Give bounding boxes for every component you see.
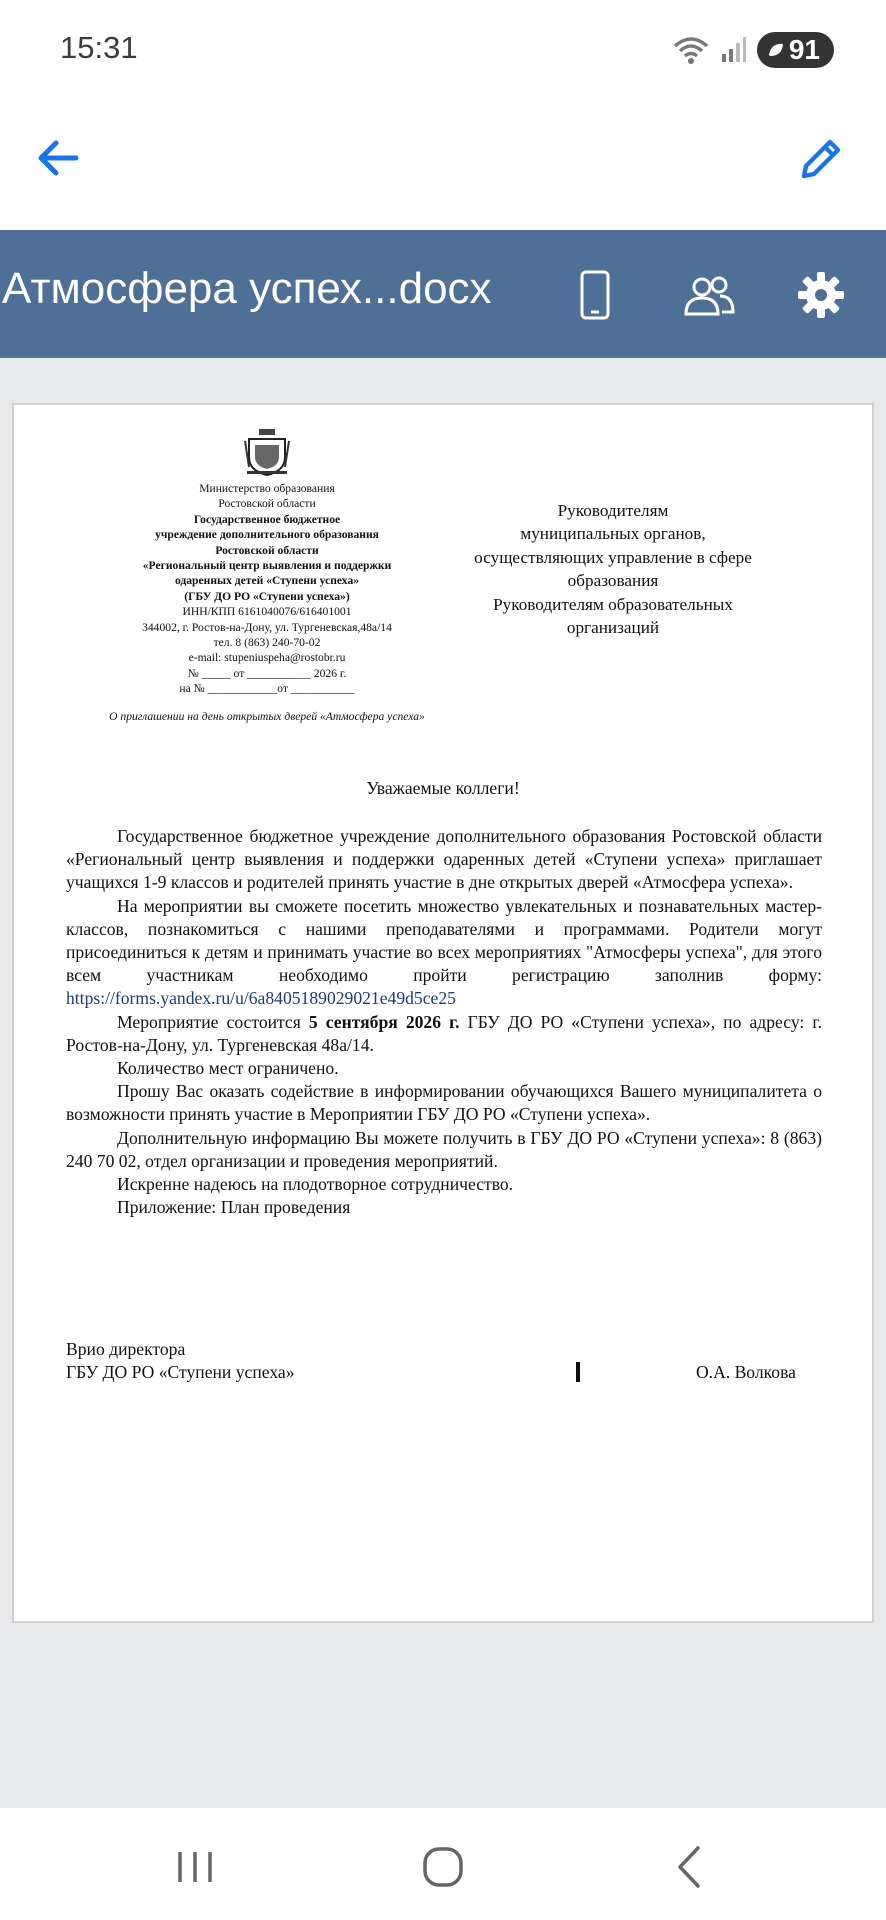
- share-people-icon[interactable]: [680, 266, 738, 324]
- signatory-org: ГБУ ДО РО «Ступени успеха»: [66, 1362, 295, 1383]
- letter-subject: О приглашении на день открытых дверей «Атмосфера успеха»: [109, 709, 425, 723]
- document-title: Атмосфера успех...docx: [2, 264, 492, 313]
- registration-form-link[interactable]: https://forms.yandex.ru/u/6a8405189029021e49d5ce25: [66, 988, 456, 1009]
- edit-pencil-icon[interactable]: [794, 130, 850, 186]
- document-page: [12, 403, 874, 1623]
- event-date: 5 сентября 2026 г.: [308, 1011, 460, 1032]
- signatory-position: Врио директора: [66, 1339, 186, 1359]
- document-title-bar: [0, 230, 886, 358]
- back-nav-icon[interactable]: [666, 1842, 716, 1892]
- body-paragraph-4: Количество мест ограничено.: [117, 1058, 339, 1079]
- battery-indicator: [757, 32, 834, 68]
- status-bar: [0, 0, 886, 100]
- body-paragraph-2-text: На мероприятии вы сможете посетить множество увлекательных и познавательных мастер-классов, познакомиться с нашими преподавателями и программами. Родители могут присоединиться к детям и принимать участие во всех мероприятиях "Атмосферы успеха", для этого всем участникам необходимо пройти регистрацию заполнив форму:: [66, 895, 822, 986]
- addressee-line: осуществляющих управление в сфере: [474, 547, 752, 567]
- letterhead-phone: тел. 8 (863) 240-70-02: [213, 636, 321, 650]
- signature-block: [66, 1338, 822, 1385]
- greeting: Уважаемые коллеги!: [366, 778, 520, 798]
- battery-level: 91: [788, 34, 820, 65]
- addressee-line: организаций: [566, 618, 660, 638]
- mobile-view-icon[interactable]: [566, 266, 624, 324]
- battery-saver-icon: [767, 41, 785, 59]
- signature-mark: [576, 1362, 580, 1382]
- letterhead-region: Ростовской области: [218, 497, 316, 511]
- letterhead-org-line-4: «Региональный центр выявления и поддержки: [142, 559, 392, 573]
- home-icon[interactable]: [418, 1842, 468, 1892]
- letterhead-address: 344002, г. Ростов-на-Дону, ул. Тургеневская,48а/14: [142, 620, 392, 634]
- body-paragraph-8: Приложение: План проведения: [117, 1197, 351, 1218]
- signatory-name: О.А. Волкова: [695, 1362, 796, 1382]
- letterhead-org-line-2: учреждение дополнительного образования: [155, 528, 379, 542]
- document-viewer[interactable]: [0, 358, 886, 1808]
- body-paragraph-3: [66, 1011, 822, 1057]
- letterhead-reply-ref: на № ____________от ___________: [179, 682, 355, 696]
- letterhead-org-line-1: Государственное бюджетное: [193, 512, 341, 526]
- body-paragraph-1: Государственное бюджетное учреждение дополнительного образования Ростовской области «Региональный центр выявления и поддержки одаренных детей «Ступени успеха» приглашает учащихся 1-9 классов и родителей принять участие в дне открытых дверей «Атмосфера успеха».: [66, 826, 822, 893]
- letterhead-ref-number: № _____ от ___________ 2026 г.: [187, 666, 347, 680]
- addressee-block: [454, 499, 772, 639]
- letterhead-org-line-5: одаренных детей «Ступени успеха»: [174, 574, 360, 588]
- addressee-line: муниципальных органов,: [520, 524, 706, 544]
- status-time: 15:31: [60, 30, 138, 65]
- body-paragraph-2: [66, 895, 822, 1011]
- recent-apps-icon[interactable]: [170, 1842, 220, 1892]
- letterhead-ministry: Министерство образования: [199, 482, 335, 495]
- back-arrow-icon[interactable]: [30, 130, 86, 186]
- wifi-icon: [671, 34, 711, 66]
- body-paragraph-6: Дополнительную информацию Вы можете получить в ГБУ ДО РО «Ступени успеха»: 8 (863) 240 70 02, отдел организации и проведения мероприятий.: [66, 1127, 822, 1171]
- coat-of-arms-emblem: [243, 427, 291, 477]
- letterhead: [106, 427, 428, 724]
- letterhead-inn: ИНН/КПП 6161040076/616401001: [182, 605, 352, 619]
- addressee-line: Руководителям: [557, 501, 669, 520]
- event-date-intro: Мероприятие состоится: [117, 1011, 309, 1032]
- letterhead-org-line-3: Ростовской области: [215, 543, 319, 557]
- app-bar: [0, 100, 886, 230]
- letter-body: [66, 825, 822, 1219]
- signal-icon: [721, 36, 747, 64]
- status-icons: [671, 32, 834, 68]
- letterhead-email: e-mail: stupeniuspeha@rostobr.ru: [188, 651, 346, 665]
- addressee-line: Руководителям образовательных: [493, 594, 733, 614]
- letterhead-org-short: (ГБУ ДО РО «Ступени успеха»): [184, 589, 350, 603]
- system-nav-bar: [0, 1808, 886, 1920]
- event-location: ГБУ ДО РО «Ступени успеха», по адресу: г. Ростов-на-Дону, ул. Тургеневская 48а/14.: [66, 1011, 822, 1055]
- body-paragraph-5: Прошу Вас оказать содействие в информировании обучающихся Вашего муниципалитета о возможности принять участие в Мероприятии ГБУ ДО РО «Ступени успеха».: [66, 1081, 822, 1125]
- body-paragraph-7: Искренне надеюсь на плодотворное сотрудничество.: [117, 1174, 514, 1195]
- settings-gear-icon[interactable]: [792, 266, 850, 324]
- addressee-line: образования: [567, 571, 659, 591]
